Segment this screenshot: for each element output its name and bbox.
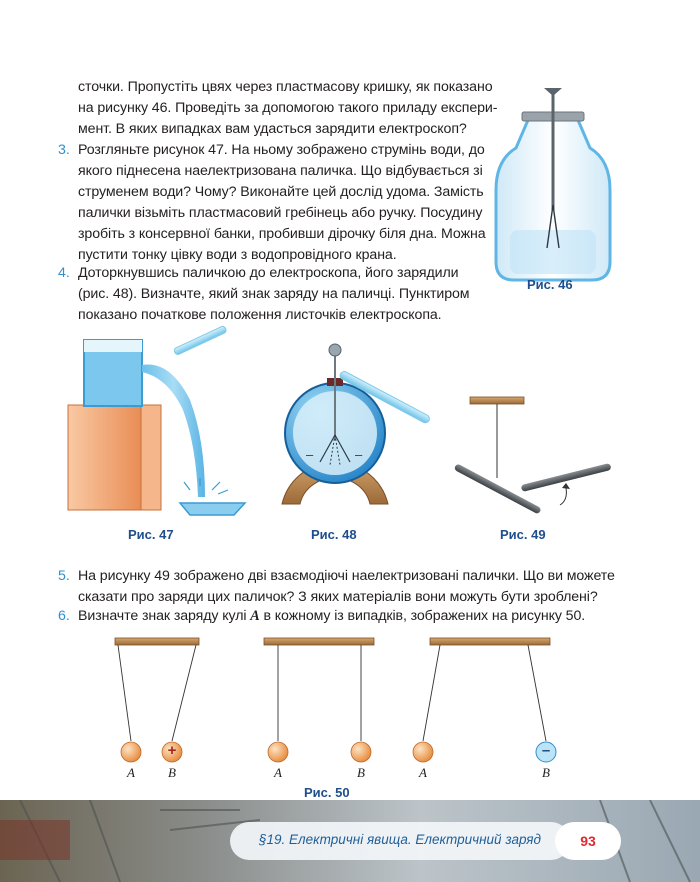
q3-line-5: зробіть з консервної банки, пробивши дірочку біля дна. Можна [78, 226, 486, 242]
q6-variable: A [250, 608, 260, 624]
fig50-label-b2: B [357, 765, 365, 780]
page-number: 93 [580, 833, 596, 849]
fig50-label-a2: A [274, 765, 282, 780]
footer-section-title: §19. Електричні явища. Електричний заряд [259, 832, 541, 847]
q6-text-before: Визначте знак заряду кулі [78, 608, 251, 624]
fig50-label-a1: A [127, 765, 135, 780]
q3-line-3: струменем води? Чому? Виконайте цей дослід удома. Замість [78, 184, 484, 200]
q3-line-4: палички візьміть пластмасовий гребінець або ручку. Посудину [78, 205, 483, 221]
fig48-electroscope-illustration [282, 344, 431, 504]
caption-fig50: Рис. 50 [304, 785, 350, 800]
q5-line-1: На рисунку 49 зображено дві взаємодіючі наелектризовані палички. Що ви можете [78, 568, 615, 584]
q6-text-after: в кожному із випадків, зображених на рисунку 50. [259, 608, 586, 624]
intro-line-3: мент. В яких випадках вам удасться зарядити електроскоп? [78, 121, 467, 137]
intro-line-2: на рисунку 46. Проведіть за допомогою такого приладу експери- [78, 100, 498, 116]
intro-line-1: сточки. Пропустіть цвях через пластмасову кришку, як показано [78, 79, 493, 95]
question-4-number: 4. [58, 265, 70, 281]
question-3-number: 3. [58, 142, 70, 158]
question-5-number: 5. [58, 568, 70, 584]
q4-line-1: Доторкнувшись паличкою до електроскопа, його зарядили [78, 265, 459, 281]
q3-line-1: Розгляньте рисунок 47. На ньому зображено струмінь води, до [78, 142, 485, 158]
q3-line-2: якого піднесена наелектризована паличка. Що відбувається зі [78, 163, 483, 179]
fig50-label-b1: B [168, 765, 176, 780]
q3-line-6: пустити тонку цівку води з водопровідного крана. [78, 247, 397, 263]
q4-line-2: (рис. 48). Визначте, який знак заряду на паличці. Пунктиром [78, 286, 470, 302]
q6-line [78, 606, 585, 627]
fig50-label-a3: A [419, 765, 427, 780]
fig50-label-b3: B [542, 765, 550, 780]
fig48-right-sign: – [355, 447, 363, 462]
q5-line-2: сказати про заряди цих паличок? З яких матеріалів вони можуть бути зроблені? [78, 589, 598, 605]
caption-fig46: Рис. 46 [527, 277, 573, 292]
caption-fig48: Рис. 48 [311, 527, 357, 542]
fig50-plus-sign: + [167, 742, 177, 759]
fig48-left-sign: – [306, 447, 314, 462]
fig46-jar-illustration [496, 88, 610, 280]
q4-line-3: показано початкове положення листочків електроскопа. [78, 307, 442, 323]
question-6-number: 6. [58, 608, 70, 624]
fig50-pendulums-illustration [115, 638, 556, 762]
fig50-minus-sign: – [541, 742, 551, 759]
fig47-water-stream-illustration [68, 325, 245, 515]
fig49-rods-illustration [454, 397, 612, 515]
caption-fig49: Рис. 49 [500, 527, 546, 542]
caption-fig47: Рис. 47 [128, 527, 174, 542]
